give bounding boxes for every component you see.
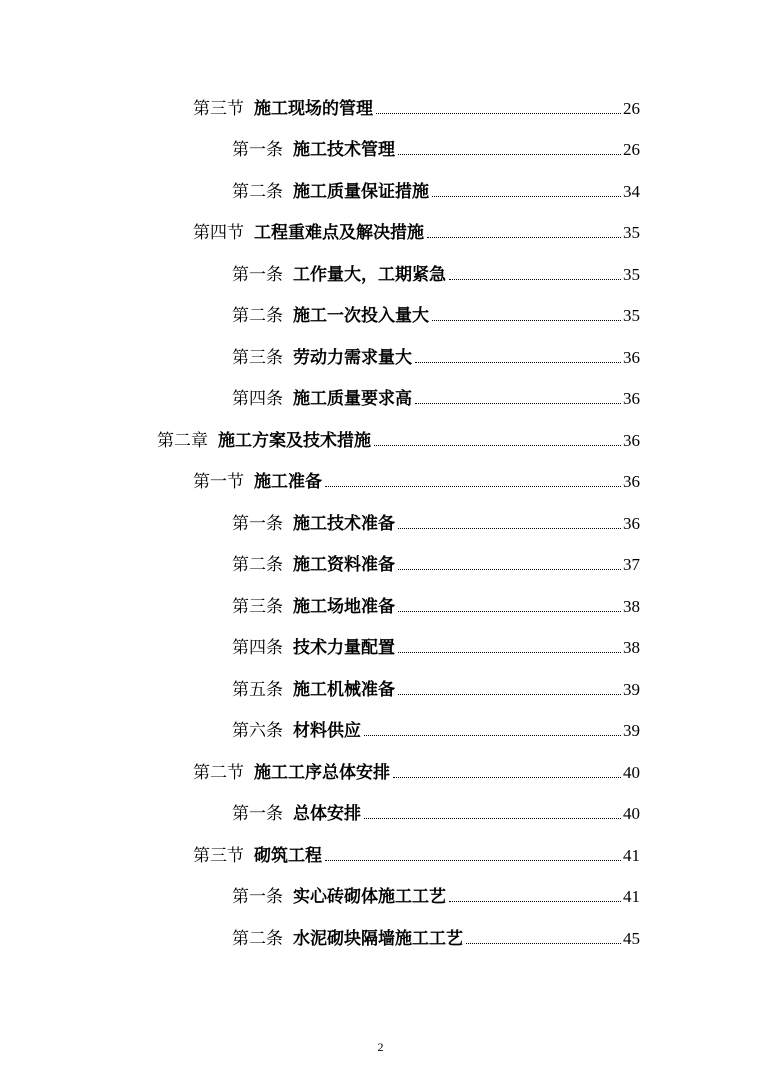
toc-entry-number: 第二条	[232, 928, 283, 949]
toc-entry[interactable]	[0, 628, 761, 670]
toc-entry-number: 第二章	[157, 430, 208, 451]
toc-entry-title: 技术力量配置	[293, 638, 395, 659]
toc-entry-title: 施工一次投入量大	[293, 306, 429, 327]
toc-entry-page: 40	[623, 804, 640, 824]
toc-entry-page: 41	[623, 845, 640, 865]
toc-entry-content	[232, 679, 640, 701]
toc-entry-content	[193, 98, 640, 120]
toc-entry-number: 第二条	[232, 555, 283, 576]
toc-entry-title: 实心砖砌体施工工艺	[293, 887, 446, 908]
toc-entry-content	[232, 513, 640, 535]
toc-entry-number: 第四条	[232, 389, 283, 410]
toc-entry-content	[232, 264, 640, 286]
toc-dot-leader	[427, 236, 621, 238]
toc-dot-leader	[398, 153, 621, 155]
toc-entry-title: 施工机械准备	[293, 679, 395, 700]
toc-entry[interactable]	[0, 296, 761, 338]
toc-entry-page: 35	[623, 306, 640, 326]
toc-entry-number: 第二条	[232, 306, 283, 327]
toc-entry-page: 36	[623, 389, 640, 409]
toc-entry[interactable]	[0, 503, 761, 545]
toc-entry-title: 施工技术管理	[293, 140, 395, 161]
toc-dot-leader	[415, 361, 621, 363]
toc-entry-title: 施工质量要求高	[293, 389, 412, 410]
toc-entry-page: 38	[623, 596, 640, 616]
toc-entry-title: 施工质量保证措施	[293, 181, 429, 202]
toc-entry-number: 第二条	[232, 181, 283, 202]
toc-entry-page: 39	[623, 721, 640, 741]
toc-entry-page: 40	[623, 762, 640, 782]
toc-entry-page: 26	[623, 140, 640, 160]
toc-entry-page: 35	[623, 223, 640, 243]
toc-entry[interactable]	[0, 254, 761, 296]
toc-entry-title: 材料供应	[293, 721, 361, 742]
toc-entry-title: 施工场地准备	[293, 596, 395, 617]
toc-entry-number: 第三条	[232, 347, 283, 368]
toc-entry-content	[232, 554, 640, 576]
toc-entry-title: 总体安排	[293, 804, 361, 825]
toc-entry-number: 第一条	[232, 887, 283, 908]
toc-entry[interactable]	[0, 88, 761, 130]
toc-dot-leader	[398, 651, 621, 653]
toc-entry-page: 36	[623, 430, 640, 450]
toc-entry-title: 施工现场的管理	[254, 98, 373, 119]
toc-entry-page: 35	[623, 264, 640, 284]
toc-entry-content	[193, 762, 640, 784]
toc-dot-leader	[325, 485, 621, 487]
toc-dot-leader	[374, 444, 621, 446]
toc-entry-title: 施工资料准备	[293, 555, 395, 576]
toc-entry-page: 36	[623, 513, 640, 533]
toc-entry[interactable]	[0, 213, 761, 255]
toc-entry[interactable]	[0, 337, 761, 379]
toc-dot-leader	[432, 195, 621, 197]
toc-entry[interactable]	[0, 877, 761, 919]
toc-entry-title: 砌筑工程	[254, 845, 322, 866]
toc-entry-content	[193, 845, 640, 867]
toc-entry-number: 第四条	[232, 638, 283, 659]
toc-entry-number: 第一条	[232, 513, 283, 534]
toc-entry-page: 41	[623, 887, 640, 907]
toc-entry[interactable]	[0, 545, 761, 587]
toc-dot-leader	[415, 402, 621, 404]
toc-entry[interactable]	[0, 586, 761, 628]
toc-entry-page: 45	[623, 928, 640, 948]
toc-entry-number: 第一节	[193, 472, 244, 493]
toc-entry-page: 34	[623, 181, 640, 201]
toc-dot-leader	[376, 112, 621, 114]
toc-entry-content	[232, 928, 640, 950]
toc-entry-number: 第二节	[193, 762, 244, 783]
toc-dot-leader	[449, 278, 621, 280]
toc-dot-leader	[398, 693, 621, 695]
toc-dot-leader	[364, 734, 621, 736]
toc-dot-leader	[364, 817, 621, 819]
toc-entry-content	[232, 347, 640, 369]
toc-entry-title: 工作量大，工期紧急	[293, 264, 446, 285]
toc-entry-title: 水泥砌块隔墙施工工艺	[293, 928, 463, 949]
toc-dot-leader	[393, 776, 621, 778]
toc-entry-number: 第一条	[232, 804, 283, 825]
toc-entry-number: 第三条	[232, 596, 283, 617]
toc-entry-content	[232, 596, 640, 618]
toc-dot-leader	[398, 610, 621, 612]
toc-entry-number: 第一条	[232, 140, 283, 161]
toc-dot-leader	[432, 319, 621, 321]
toc-entry-title: 工程重难点及解决措施	[254, 223, 424, 244]
toc-entry-number: 第五条	[232, 679, 283, 700]
toc-entry-number: 第一条	[232, 264, 283, 285]
table-of-contents	[0, 88, 761, 960]
toc-entry-content	[232, 181, 640, 203]
toc-entry-page: 37	[623, 555, 640, 575]
toc-entry-number: 第三节	[193, 98, 244, 119]
toc-dot-leader	[325, 859, 621, 861]
toc-entry-number: 第六条	[232, 721, 283, 742]
toc-dot-leader	[449, 900, 621, 902]
toc-entry-content	[193, 471, 640, 493]
toc-entry[interactable]	[0, 669, 761, 711]
toc-entry-content	[232, 886, 640, 908]
toc-entry-page: 36	[623, 347, 640, 367]
toc-entry[interactable]	[0, 918, 761, 960]
toc-entry-page: 38	[623, 638, 640, 658]
toc-entry-content	[232, 388, 640, 410]
toc-entry-content	[232, 637, 640, 659]
toc-entry-title: 施工工序总体安排	[254, 762, 390, 783]
toc-entry-content	[232, 305, 640, 327]
toc-entry-content	[232, 803, 640, 825]
toc-entry-number: 第四节	[193, 223, 244, 244]
toc-entry-title: 施工技术准备	[293, 513, 395, 534]
toc-entry-title: 施工准备	[254, 472, 322, 493]
toc-entry[interactable]	[0, 420, 761, 462]
toc-entry-page: 36	[623, 472, 640, 492]
toc-entry-content	[193, 222, 640, 244]
toc-dot-leader	[398, 568, 621, 570]
toc-entry-page: 39	[623, 679, 640, 699]
toc-entry[interactable]	[0, 130, 761, 172]
toc-entry-content	[157, 430, 640, 452]
toc-entry[interactable]	[0, 379, 761, 421]
toc-entry[interactable]	[0, 462, 761, 504]
toc-entry[interactable]	[0, 835, 761, 877]
toc-entry-content	[232, 139, 640, 161]
toc-entry-content	[232, 720, 640, 742]
toc-entry-title: 劳动力需求量大	[293, 347, 412, 368]
toc-entry[interactable]	[0, 794, 761, 836]
toc-entry-page: 26	[623, 98, 640, 118]
toc-dot-leader	[466, 942, 621, 944]
toc-entry[interactable]	[0, 711, 761, 753]
toc-entry[interactable]	[0, 171, 761, 213]
toc-entry-title: 施工方案及技术措施	[218, 430, 371, 451]
toc-entry[interactable]	[0, 752, 761, 794]
toc-entry-number: 第三节	[193, 845, 244, 866]
footer-page-number: 2	[377, 1040, 384, 1054]
toc-dot-leader	[398, 527, 621, 529]
